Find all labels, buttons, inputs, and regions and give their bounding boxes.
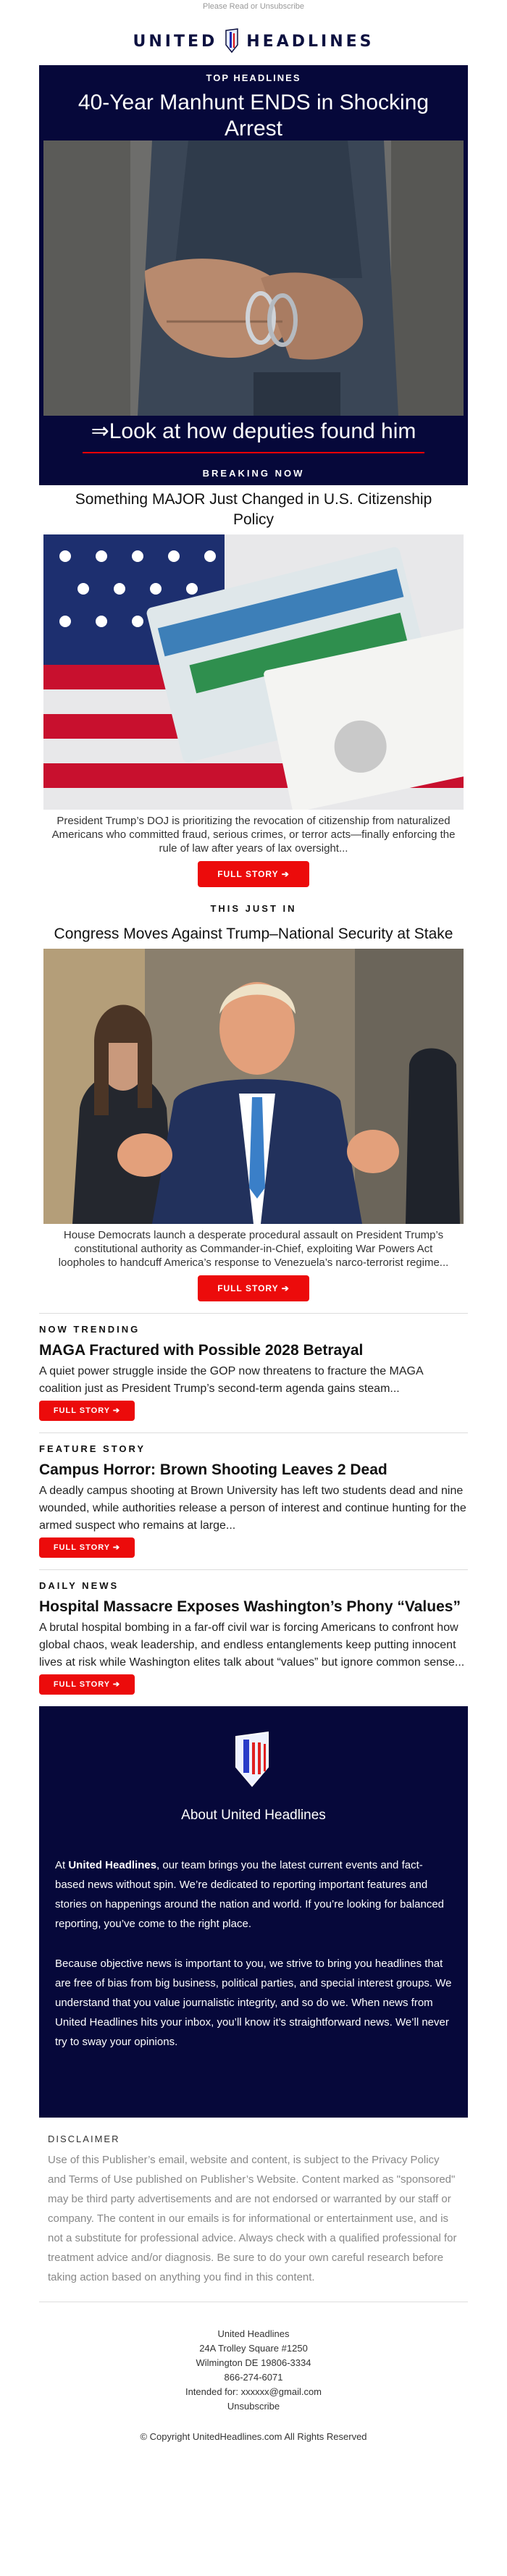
disclaimer-tag: DISCLAIMER (48, 2134, 120, 2144)
full-story-button[interactable]: FULL STORY ➔ (39, 1401, 135, 1421)
footer-company: United Headlines (217, 2328, 290, 2339)
disclaimer-text: Use of this Publisher’s email, website and content, is subject to the Privacy Policy and Terms of Use published on Publisher’s Website. Content marked as "sponsored" may be third party advertisements and are not endorsed or warranted by our staff or company. The content in our emails is for informational or entertainment use, and is not a substitute for professional advice. Always check with a qualified professional for treatment advice and/or diagnosis. Be sure to do your own careful research before taking action based on anything you find in this content. (48, 2154, 457, 2283)
footer-intended: Intended for: xxxxxx@gmail.com (185, 2386, 322, 2397)
section-summary: A brutal hospital bombing in a far-off civil war is forcing Americans to confront how global chaos, weak leadership, and endless entanglements keep putting innocent lives at risk while Washington elites talk about “values” but ignore common sense... (39, 1621, 465, 1669)
hero-kicker: TOP HEADLINES (206, 72, 301, 83)
brand-shield-icon (232, 1731, 275, 1789)
section-feature-story (39, 1433, 468, 1558)
section-daily-news (39, 1570, 468, 1695)
section-tag: NOW TRENDING (39, 1324, 141, 1335)
section-summary: A quiet power struggle inside the GOP now threatens to fracture the MAGA coalition just as President Trump’s second-term agenda gains steam... (39, 1365, 423, 1395)
disclaimer-block (39, 2118, 468, 2287)
preheader-link[interactable]: Please Read or Unsubscribe (202, 2, 305, 11)
section-tag: FEATURE STORY (39, 1443, 146, 1454)
about-heading: About United Headlines (181, 1808, 326, 1823)
section-headline[interactable]: Campus Horror: Brown Shooting Leaves 2 Dead (39, 1461, 387, 1478)
story2-image-trump[interactable] (43, 949, 464, 1224)
section-tag: DAILY NEWS (39, 1580, 120, 1591)
brand-logo-icon (223, 28, 240, 55)
hero-title[interactable]: 40-Year Manhunt ENDS in Shocking Arrest (77, 91, 430, 140)
hero-block[interactable] (39, 65, 468, 485)
unsubscribe-link[interactable]: Unsubscribe (227, 2401, 280, 2412)
copyright: © Copyright UnitedHeadlines.com All Rights Reserved (140, 2431, 367, 2442)
section-headline[interactable]: MAGA Fractured with Possible 2028 Betrayal (39, 1342, 364, 1359)
footer-city: Wilmington DE 19806-3334 (196, 2357, 311, 2368)
hero-cta-underline (83, 452, 424, 453)
breaking-label: BREAKING NOW (202, 468, 305, 479)
hero-cta-link[interactable]: ⇒Look at how deputies found him (91, 419, 416, 443)
section-now-trending (39, 1314, 468, 1421)
story2-full-story-button[interactable]: FULL STORY ➔ (198, 1275, 309, 1301)
story1-full-story-button[interactable]: FULL STORY ➔ (198, 861, 309, 887)
about-block (39, 1706, 468, 2118)
full-story-button[interactable]: FULL STORY ➔ (39, 1674, 135, 1695)
story2-title[interactable]: Congress Moves Against Trump–National Security at Stake (54, 926, 453, 942)
brand-right: HEADLINES (246, 32, 374, 51)
footer-street: 24A Trolley Square #1250 (199, 2343, 308, 2354)
footer-phone[interactable]: 866-274-6071 (224, 2372, 283, 2383)
section-headline[interactable]: Hospital Massacre Exposes Washington’s Phony “Values” (39, 1598, 461, 1615)
about-brand-name: United Headlines (68, 1859, 157, 1871)
hero-photo-handcuffs[interactable] (43, 140, 464, 416)
story1-title[interactable]: Something MAJOR Just Changed in U.S. Citizenship Policy (75, 491, 432, 528)
full-story-button[interactable]: FULL STORY ➔ (39, 1537, 135, 1558)
brand-left: UNITED (133, 32, 218, 51)
footer (39, 2327, 468, 2414)
section-summary: A deadly campus shooting at Brown University has left two students dead and nine wounded, while authorities release a person of interest and continue hunting for the armed suspect who remains at large... (39, 1485, 466, 1532)
story2-label: THIS JUST IN (210, 903, 297, 914)
story2-description: House Democrats launch a desperate procedural assault on President Trump’s constitutional authority as Commander-in-Chief, exploiting War Powers Act loopholes to handcuff America’s response to Venezuela’s narco-terrorist regime... (58, 1229, 449, 1269)
story1-description: President Trump’s DOJ is prioritizing the revocation of citizenship from naturalized Americans who committed fraud, serious crimes, or terror acts—finally enforcing the rule of law after years of lax oversight... (51, 815, 456, 855)
about-paragraph-2: Because objective news is important to you, we strive to bring you headlines that are free of bias from big business, political parties, and special interest groups. We understand that you value journalistic integrity, and so do we. When news from United Headlines hits your inbox, you’ll know it’s straightforward news. We’ll never try to sway your opinions. (55, 1958, 452, 2048)
masthead[interactable] (0, 17, 507, 65)
about-paragraph-1: At United Headlines, our team brings you the latest current events and fact-based news without spin. We’re dedicated to reporting important features and stories on happenings around the nation and world. If you’re looking for balanced reporting, you’ve come to the right place. (55, 1859, 445, 1930)
story1-image-green-card[interactable] (43, 534, 464, 810)
